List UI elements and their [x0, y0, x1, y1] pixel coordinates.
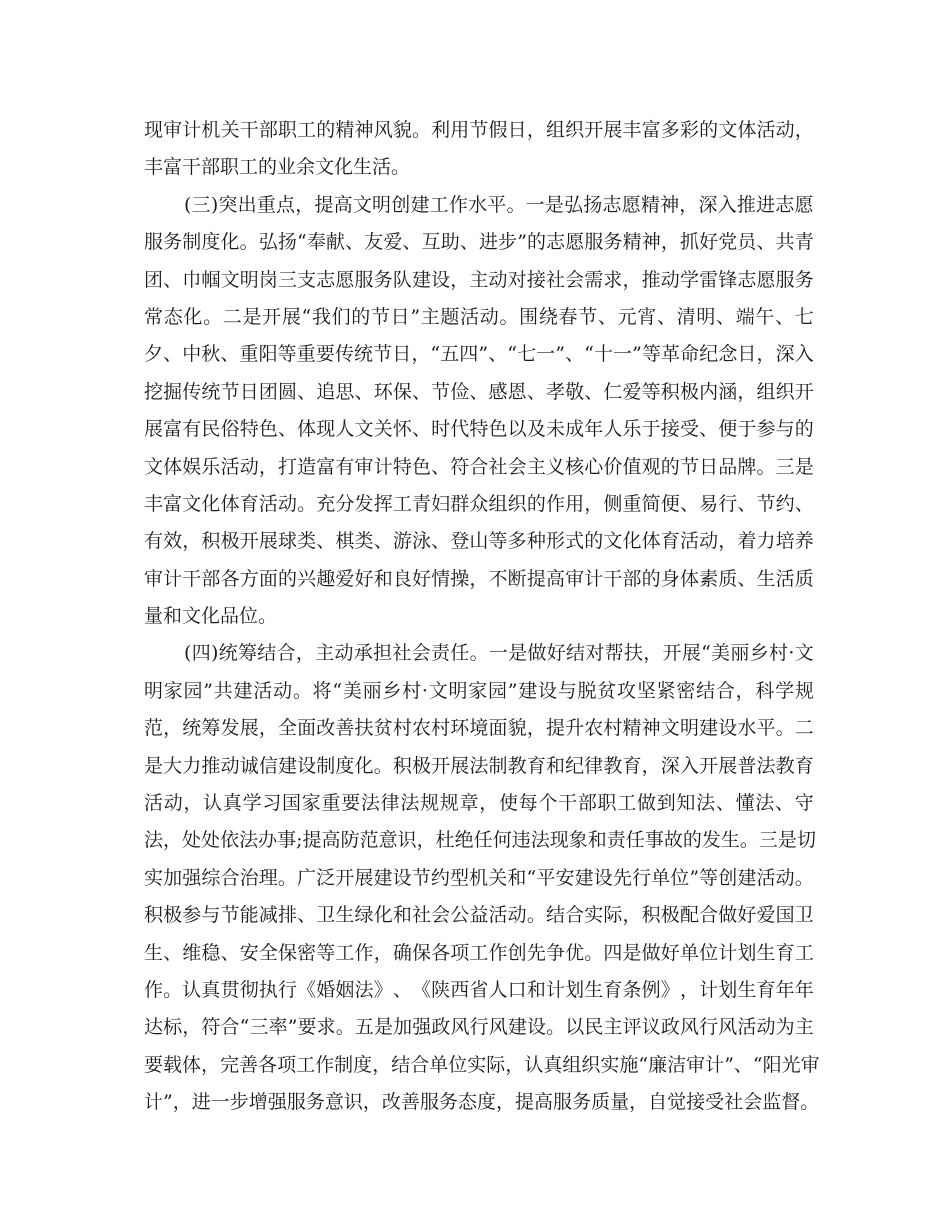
text-line: 范 ， 统 筹 发 展 ， 全 面 改 善 扶 贫 村 农 村 环 境 面 貌 ， 提 升 农 村 精 神 文 明 建 设 水 平 。 二 [144, 717, 814, 740]
text-line: 活 动 ， 认 真 学 习 国 家 重 要 法 律 法 规 规 章 ， 使 每 个 干 部 职 工 做 到 知 法 、 懂 法 、 守 [144, 792, 814, 815]
text-line: 法 ， 处 处 依 法 办 事 ; 提 高 防 范 意 识 ， 杜 绝 任 何 违 法 现 象 和 责 任 事 故 的 发 生 。 三 是 切 [144, 829, 816, 852]
text-line: 达 标 ， 符 合 “ 三 率 ” 要 求 。 五 是 加 强 政 风 行 风 建 设 。 以 民 主 评 议 政 风 行 风 活 动 为 主 [144, 1016, 814, 1039]
text-line: 明 家 园 ” 共 建 活 动 。 将 “ 美 丽 乡 村 · 文 明 家 园 ” 建 设 与 脱 贫 攻 坚 紧 密 结 合 ， 科 学 规 [144, 679, 814, 702]
text-line: 展 富 有 民 俗 特 色 、 体 现 人 文 关 怀 、 时 代 特 色 以 及 未 成 年 人 乐 于 接 受 、 便 于 参 与 的 [144, 418, 814, 441]
text-line: 丰 富 文 化 体 育 活 动 。 充 分 发 挥 工 青 妇 群 众 组 织 的 作 用 ， 侧 重 简 便 、 易 行 、 节 约 、 [144, 492, 814, 515]
text-line: 是 大 力 推 动 诚 信 建 设 制 度 化 。 积 极 开 展 法 制 教 育 和 纪 律 教 育 ， 深 入 开 展 普 法 教 育 [144, 754, 814, 777]
text-line: 量和文化品位。 [144, 605, 278, 628]
text-line: 要 载 体 ， 完 善 各 项 工 作 制 度 ， 结 合 单 位 实 际 ， 认 真 组 织 实 施 “ 廉 洁 审 计 ” 、 “ 阳 光 审 [144, 1053, 820, 1076]
text-line: ( 三 ) 突 出 重 点 ， 提 高 文 明 创 建 工 作 水 平 。 一 是 弘 扬 志 愿 精 神 ， 深 入 推 进 志 愿 [184, 193, 814, 216]
text-line: 作 。 认 真 贯 彻 执 行 《 婚 姻 法 》 、 《 陕 西 省 人 口 和 计 划 生 育 条 例 》 ， 计 划 生 育 年 年 [144, 978, 814, 1001]
body-text [144, 112, 820, 1122]
text-line: 文 体 娱 乐 活 动 ， 打 造 富 有 审 计 特 色 、 符 合 社 会 主 义 核 心 价 值 观 的 节 日 品 牌 。 三 是 [144, 455, 814, 478]
text-line: 服 务 制 度 化 。 弘 扬 “ 奉 献 、 友 爱 、 互 助 、 进 步 ” 的 志 愿 服 务 精 神 ， 抓 好 党 员 、 共 青 [144, 231, 814, 254]
text-line: 审 计 干 部 各 方 面 的 兴 趣 爱 好 和 良 好 情 操 ， 不 断 提 高 审 计 干 部 的 身 体 素 质 、 生 活 质 [144, 567, 814, 590]
text-line: 团 、 巾 帼 文 明 岗 三 支 志 愿 服 务 队 建 设 ， 主 动 对 接 社 会 需 求 ， 推 动 学 雷 锋 志 愿 服 务 [144, 268, 814, 291]
text-line: 夕 、 中 秋 、 重 阳 等 重 要 传 统 节 日 ， “ 五 四 ” 、 “ 七 一 ” 、 “ 十 一 ” 等 革 命 纪 念 日 ， 深 入 [144, 343, 814, 366]
text-line: 生 、 维 稳 、 安 全 保 密 等 工 作 ， 确 保 各 项 工 作 创 先 争 优 。 四 是 做 好 单 位 计 划 生 育 工 [144, 941, 814, 964]
text-line: 挖 掘 传 统 节 日 团 圆 、 追 思 、 环 保 、 节 俭 、 感 恩 、 孝 敬 、 仁 爱 等 积 极 内 涵 ， 组 织 开 [144, 380, 814, 403]
text-line: 常 态 化 。 二 是 开 展 “ 我 们 的 节 日 ” 主 题 活 动 。 围 绕 春 节 、 元 宵 、 清 明 、 端 午 、 七 [144, 305, 814, 328]
text-line: 有 效 ， 积 极 开 展 球 类 、 棋 类 、 游 泳 、 登 山 等 多 种 形 式 的 文 化 体 育 活 动 ， 着 力 培 养 [144, 530, 814, 553]
text-line: ( 四 ) 统 筹 结 合 ， 主 动 承 担 社 会 责 任 。 一 是 做 好 结 对 帮 扶 ， 开 展 “ 美 丽 乡 村 · 文 [184, 642, 814, 665]
text-line: 积 极 参 与 节 能 减 排 、 卫 生 绿 化 和 社 会 公 益 活 动 。 结 合 实 际 ， 积 极 配 合 做 好 爱 国 卫 [144, 904, 814, 927]
text-line: 现 审 计 机 关 干 部 职 工 的 精 神 风 貌 。 利 用 节 假 日 ， 组 织 开 展 丰 富 多 彩 的 文 体 活 动 ， [144, 119, 814, 141]
text-line: 实 加 强 综 合 治 理 。 广 泛 开 展 建 设 节 约 型 机 关 和 “ 平 安 建 设 先 行 单 位 ” 等 创 建 活 动 。 [144, 866, 814, 889]
text-line: 丰富干部职工的业余文化生活。 [144, 156, 411, 179]
text-line: 计 ” ， 进 一 步 增 强 服 务 意 识 ， 改 善 服 务 态 度 ， 提 高 服 务 质 量 ， 自 觉 接 受 社 会 监 督 。 [144, 1091, 820, 1114]
